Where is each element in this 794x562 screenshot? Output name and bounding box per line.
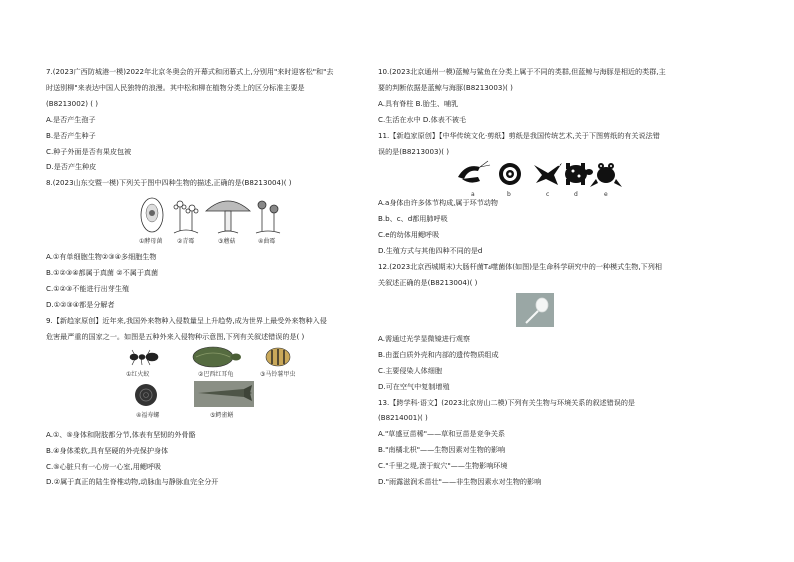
question-7-stem-2: 时送别柳"来表达中国人民独特的浪漫。其中松和柳在植物分类上的区分标准主要是 (46, 82, 305, 92)
caption-e: e (604, 191, 608, 199)
yeast-icon (141, 198, 163, 232)
option-b: B.b、c、d都用肺呼吸 (378, 214, 448, 224)
caption-a: a (471, 191, 475, 199)
option-c: C.主要侵染人体细胞 (378, 365, 442, 375)
caption-yeast: ①酵母菌 (139, 238, 163, 246)
option-c: C.e的幼体用鳃呼吸 (378, 230, 440, 240)
option-b: B.④身体柔软,具有坚硬的外壳保护身体 (46, 445, 169, 455)
caption-snail: ④福寿螺 (136, 411, 160, 419)
shrimp-icon (458, 161, 490, 183)
option-a: A.是否产生孢子 (46, 114, 96, 124)
phage-figure (378, 291, 744, 331)
option-c: C."千里之堤,溃于蚁穴"——生物影响环境 (378, 461, 508, 471)
snake-icon (499, 163, 521, 185)
option-c: C.⑤心脏只有一心房一心室,用鳃呼吸 (46, 461, 162, 471)
mushroom-icon (206, 201, 250, 233)
option-d: D."雨露滋润禾苗壮"——非生物因素水对生物的影响 (378, 477, 542, 487)
option-cd: C.生活在水中 D.体表不被毛 (378, 114, 467, 124)
frog-icon (590, 163, 622, 187)
option-d: D.①②③④都是分解者 (46, 299, 115, 309)
caption-aspergillus: ④曲霉 (258, 238, 276, 246)
invasive-species-figure (46, 345, 381, 427)
caption-ant: ①红火蚁 (126, 370, 150, 378)
turtle-icon (193, 347, 241, 367)
option-b: B.是否产生种子 (46, 130, 96, 140)
caption-turtle: ②巴西红耳龟 (198, 370, 234, 378)
question-9 (46, 313, 381, 490)
question-7-stem-3: (B8213002) ( ) (46, 98, 99, 108)
option-d: D.②属于真正的陆生脊椎动物,动脉血与静脉血完全分开 (46, 477, 219, 487)
question-7 (46, 64, 381, 175)
question-7-stem-1: 7.(2023广西防城港一模)2022年北京冬奥会的开幕式和闭幕式上,分别用"来时迎客松"和"去 (46, 67, 334, 76)
option-c: C.①②③不能进行出芽生殖 (46, 284, 130, 294)
papercut-figure (378, 159, 744, 199)
option-ab: A.具有脊柱 B.胎生、哺乳 (378, 98, 459, 108)
option-b: B.①②③④都属于真菌 ②不属于真菌 (46, 268, 159, 278)
option-c: C.种子外面是否有果皮包被 (46, 146, 132, 156)
caption-d: d (574, 191, 578, 199)
option-a: A.需通过光学显微镜进行观察 (378, 333, 471, 343)
option-a: A.①有单细胞生物②③④多细胞生物 (46, 252, 157, 262)
question-11-stem-1: 11.【新趋家原创】【中华传统文化·剪纸】剪纸是我国传统艺术,关于下图剪纸的有关说法错 (378, 130, 660, 140)
question-10-stem-1: 10.(2023北京通州一模)蓝鲸与鲨鱼在分类上属于不同的类群,但蓝鲸与海豚是相近的类群,主 (378, 67, 666, 76)
question-8 (46, 175, 381, 313)
left-column (46, 64, 381, 490)
aspergillus-icon (256, 201, 280, 233)
option-b: B."南橘北枳"——生物因素对生物的影响 (378, 445, 506, 455)
papercut-illustration (378, 159, 744, 195)
caption-c: c (546, 191, 550, 199)
bird-icon (534, 163, 562, 185)
gar-fish-icon (194, 381, 254, 407)
fungi-illustration (46, 191, 381, 249)
question-9-stem-2: 危害最严重的国家之一。如图是五种外来入侵物种示意图,下列有关叙述错误的是( ) (46, 331, 305, 341)
question-11-stem-2: 误的是(B8213003)( ) (378, 146, 450, 156)
question-9-stem-1: 9.【新趋家原创】近年来,我国外来物种入侵数量呈上升趋势,成为世界上最受外来物种入侵 (46, 315, 327, 325)
question-12-stem-2: 关叙述正确的是(B8213004)( ) (378, 277, 478, 287)
option-a: A.①、⑤身体和附肢都分节,体表有坚韧的外骨骼 (46, 429, 196, 439)
phage-icon (516, 293, 554, 327)
question-13-stem-2: (B8214001)( ) (378, 413, 428, 423)
question-8-stem: 8.(2023山东交暨一模)下列关于图中四种生物的描述,正确的是(B8213004)( ) (46, 178, 292, 188)
question-10-stem-2: 要的判断依据是蓝鲸与海豚(B8213003)( ) (378, 82, 513, 92)
question-11 (378, 128, 744, 259)
option-a: A."草盛豆苗稀"——草和豆苗是竞争关系 (378, 429, 506, 439)
ant-icon (130, 350, 158, 365)
turtle-papercut-icon (565, 163, 593, 185)
snail-icon (135, 384, 157, 406)
caption-b: b (507, 191, 511, 199)
question-13-stem-1: 13.【跨学科·语文】(2023北京房山二模)下列有关生物与环境关系的叙述错误的是 (378, 397, 636, 407)
phage-illustration (378, 291, 744, 331)
beetle-icon (266, 348, 290, 366)
option-d: D.生殖方式与其他四种不同的是d (378, 246, 483, 256)
option-d: D.是否产生种皮 (46, 162, 97, 172)
caption-penicillium: ②青霉 (177, 238, 195, 246)
caption-mushroom: ③蘑菇 (218, 238, 236, 246)
right-column (378, 64, 744, 490)
question-12-stem-1: 12.(2023北京西城期末)大肠杆菌T₄噬菌体(如图)是生命科学研究中的一种模式生物,下列相 (378, 262, 662, 272)
option-d: D.可在空气中复制增殖 (378, 381, 450, 391)
caption-beetle: ③马铃薯甲虫 (260, 370, 296, 378)
option-a: A.a身体由许多体节构成,属于环节动物 (378, 198, 498, 208)
caption-gar: ⑤鳄雀鳝 (210, 411, 234, 419)
question-10 (378, 64, 744, 128)
penicillium-icon (174, 201, 198, 233)
option-b: B.由蛋白质外壳和内部的遗传物质组成 (378, 349, 499, 359)
question-12 (378, 259, 744, 394)
question-13 (378, 395, 744, 490)
fungi-figure (46, 191, 381, 249)
